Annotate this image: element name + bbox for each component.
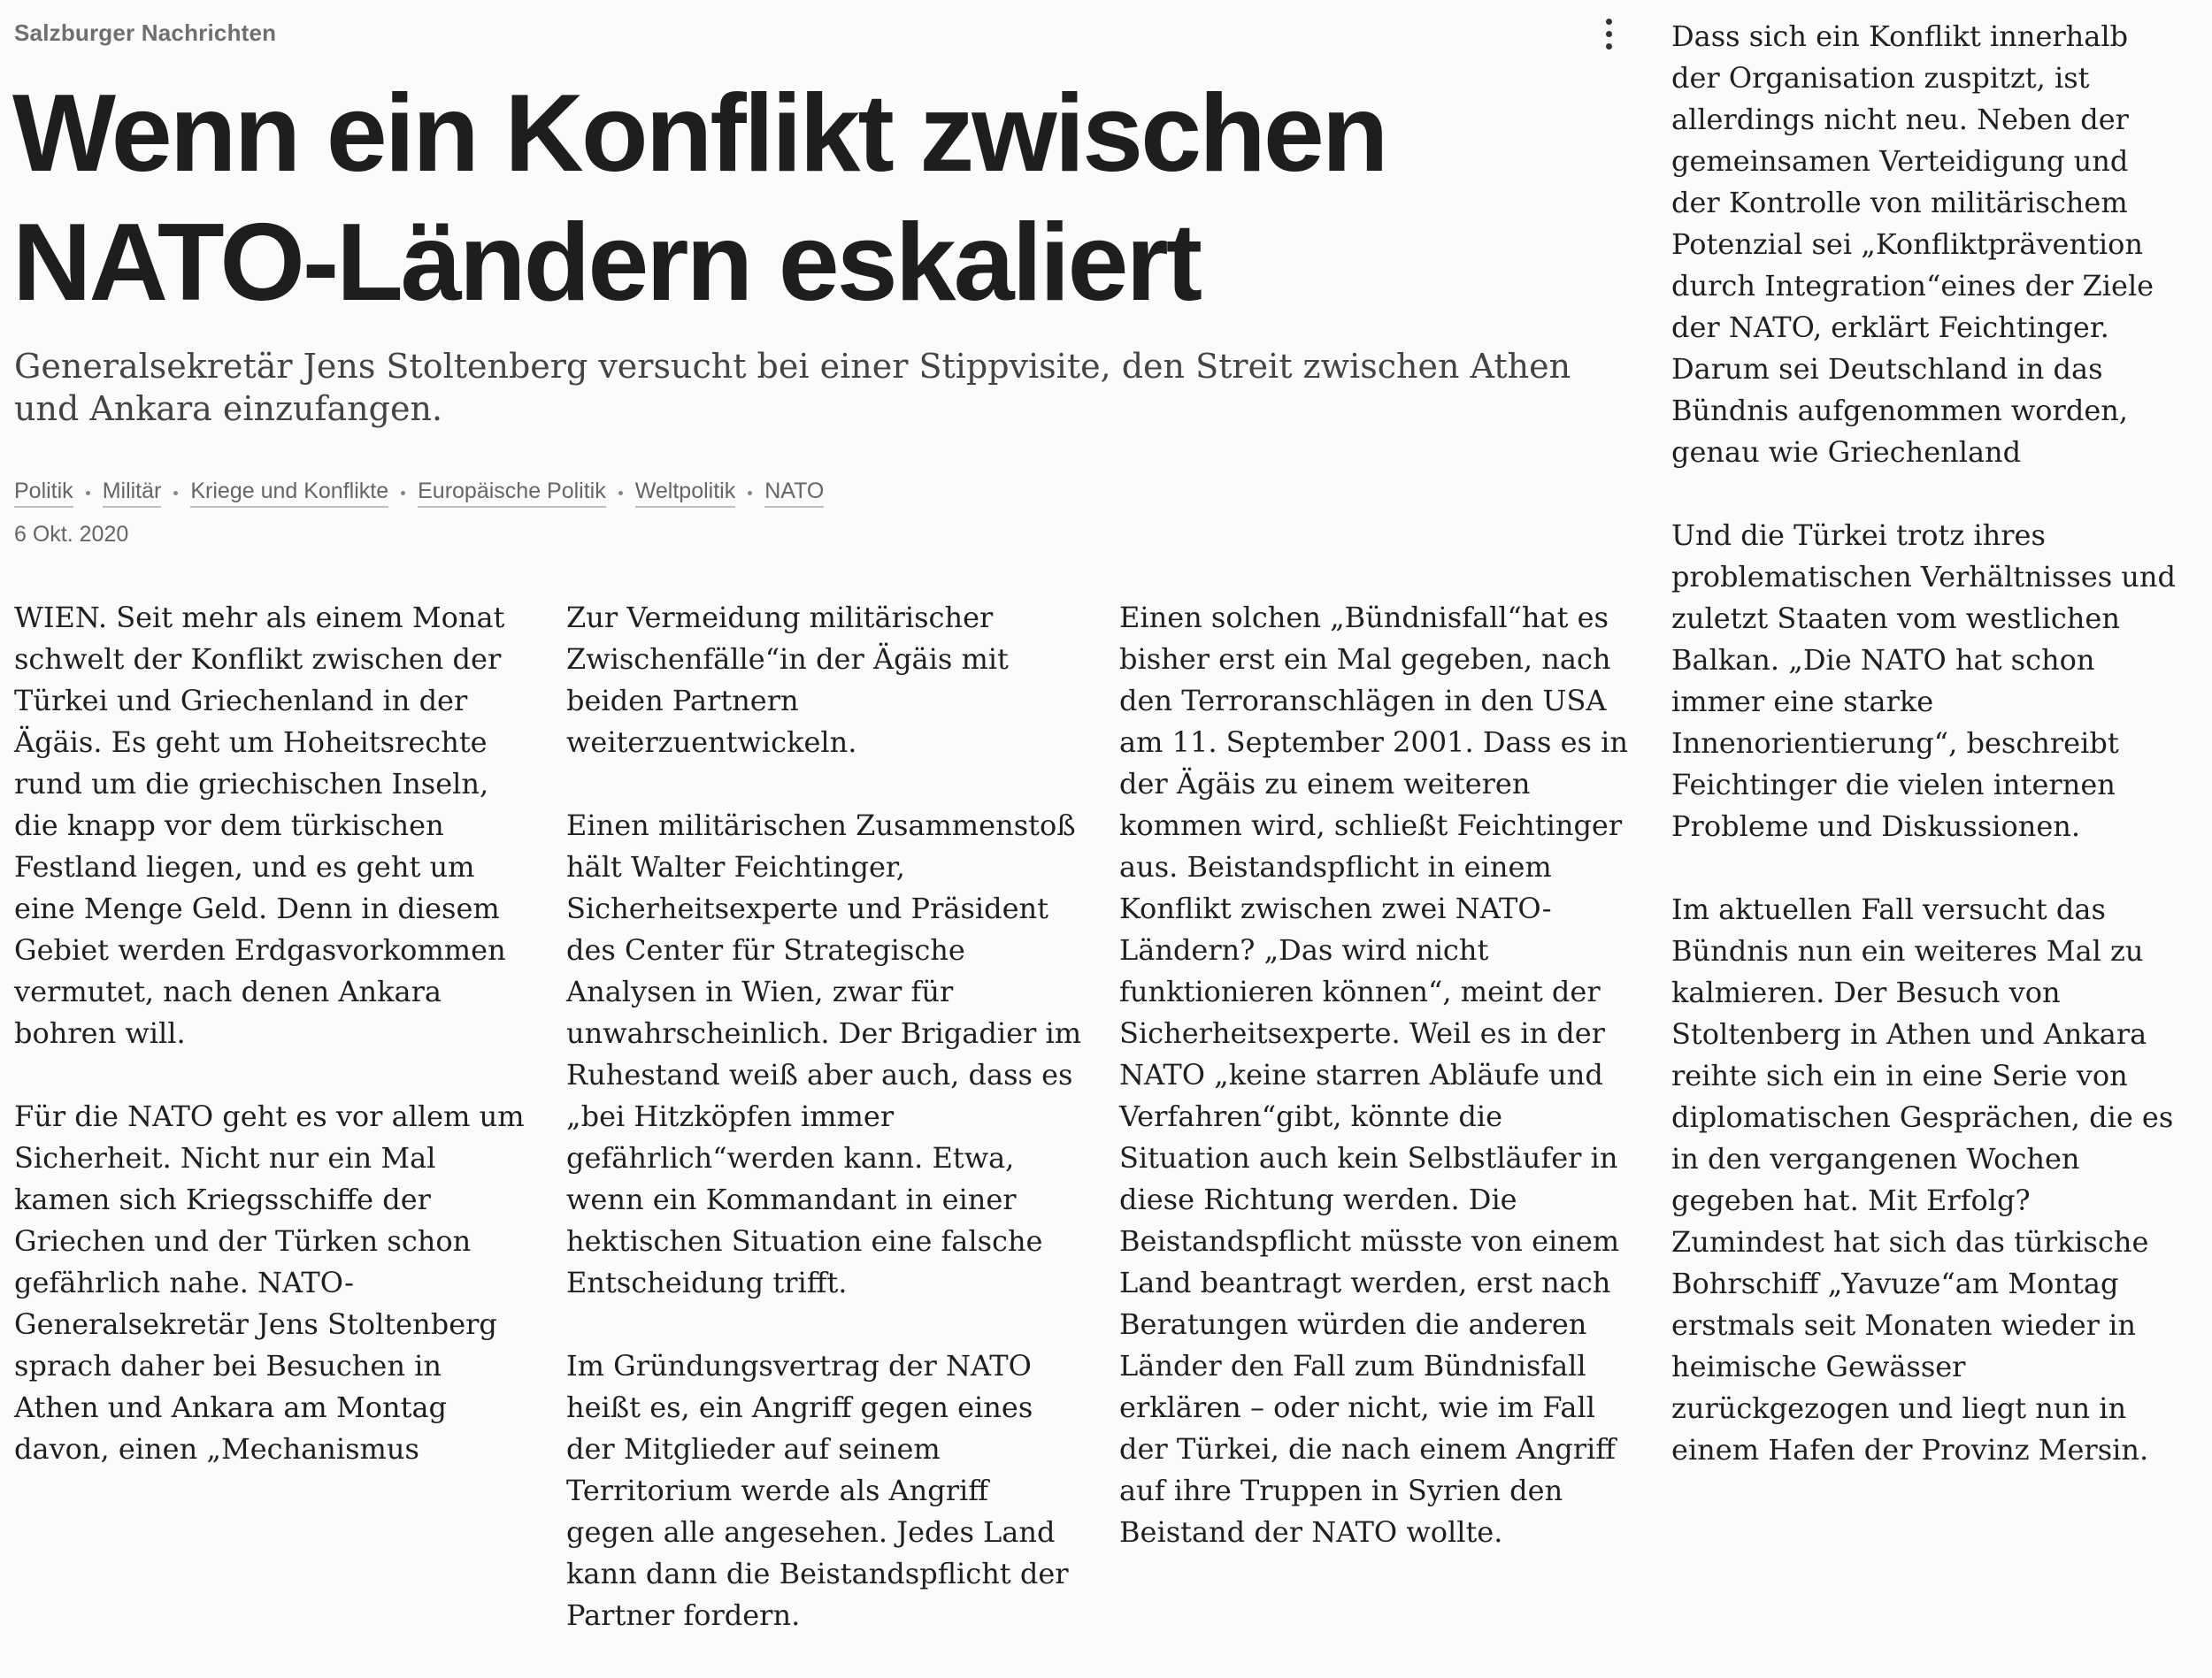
tag-separator <box>618 491 623 495</box>
article-paragraph: Einen militärischen Zusammenstoß hält Walter Feichtinger, Sicherheitsexperte und Präsident des Center für Strategische Analysen in Wien, zwar für unwahrscheinlich. Der Brigadier im Ruhestand weiß aber auch, dass es „bei Hitzköpfen immer gefährlich“werden kann. Etwa, wenn ein Kommandant in einer hektischen Situation eine falsche Entscheidung trifft. <box>566 808 1082 1299</box>
more-vertical-icon-dot <box>1606 43 1612 50</box>
tag-list <box>14 479 824 508</box>
article-paragraph: Für die NATO geht es vor allem um Sicherheit. Nicht nur ein Mal kamen sich Kriegsschiffe der Griechen und der Türken schon gefährlich nahe. NATO-Generalsekretär Jens Stoltenberg sprach daher bei Besuchen in Athen und Ankara am Montag davon, einen „Mechanismus <box>14 1100 525 1466</box>
article-paragraph: Zur Vermeidung militärischer Zwischenfälle“in der Ägäis mit beiden Partnern weiterzuentwickeln. <box>566 601 1009 759</box>
article-paragraph: Im Gründungsvertrag der NATO heißt es, ein Angriff gegen eines der Mitglieder auf seinem Territorium werde als Angriff gegen alle angesehen. Jedes Land kann dann die Beistandspflicht der Partner fordern. <box>566 1349 1069 1632</box>
tag-link[interactable]: NATO <box>764 479 824 508</box>
tag-separator <box>86 491 90 495</box>
more-vertical-icon <box>1606 19 1612 25</box>
tag-separator <box>173 491 178 495</box>
article-column-3 <box>1119 597 1636 1595</box>
tag-link[interactable]: Politik <box>14 479 73 508</box>
tag-link[interactable]: Europäische Politik <box>418 479 606 508</box>
article-column-1 <box>14 597 531 1512</box>
tag-link[interactable]: Weltpolitik <box>635 479 735 508</box>
article-paragraph: Einen solchen „Bündnisfall“hat es bisher erst ein Mal gegeben, nach den Terroranschlägen in den USA am 11. September 2001. Dass es in der Ägäis zu einem weiteren kommen wird, schließt Feichtinger aus. Beistandspflicht in einem Konflikt zwischen zwei NATO-Ländern? „Das wird nicht funktionieren können“, meint der Sicherheitsexperte. Weil es in der NATO „keine starren Abläufe und Verfahren“gibt, könnte die Situation auch kein Selbstläufer in diese Richtung werden. Die Beistandspflicht müsste von einem Land beantragt werden, erst nach Beratungen würden die anderen Länder den Fall zum Bündnisfall erklären – oder nicht, wie im Fall der Türkei, die nach einem Angriff auf ihre Truppen in Syrien den Beistand der NATO wollte. <box>1119 601 1628 1549</box>
tag-link[interactable]: Kriege und Konflikte <box>190 479 388 508</box>
headline: Wenn ein Konflikt zwischen NATO-Ländern eskaliert <box>12 73 1386 324</box>
tag-separator <box>748 491 752 495</box>
article-paragraph: Und die Türkei trotz ihres problematischen Verhältnisses und zuletzt Staaten vom westlichen Balkan. „Die NATO hat schon immer eine starke Innenorientierung“, beschreibt Feichtinger die vielen internen Probleme und Diskussionen. <box>1671 518 2176 843</box>
article-paragraph: Im aktuellen Fall versucht das Bündnis nun ein weiteres Mal zu kalmieren. Der Besuch von Stoltenberg in Athen und Ankara reihte sich ein in eine Serie von diplomatischen Gesprächen, die es in den vergangenen Wochen gegeben hat. Mit Erfolg? Zumindest hat sich das türkische Bohrschiff „Yavuze“am Montag erstmals seit Monaten wieder in heimische Gewässer zurückgezogen und liegt nun in einem Hafen der Provinz Mersin. <box>1671 893 2174 1467</box>
article-paragraph: Dass sich ein Konflikt innerhalb der Organisation zuspitzt, ist allerdings nicht neu. Neben der gemeinsamen Verteidigung und der Kontrolle von militärischem Potenzial sei „Konfliktprävention durch Integration“eines der Ziele der NATO, erklärt Feichtinger. Darum sei Deutschland in das Bündnis aufgenommen worden, genau wie Griechenland <box>1671 19 2154 469</box>
article-column-2 <box>566 597 1083 1678</box>
publish-date: 6 Okt. 2020 <box>14 522 129 547</box>
tag-link[interactable]: Militär <box>103 479 162 508</box>
more-options-button[interactable] <box>1593 14 1624 53</box>
publication-name: Salzburger Nachrichten <box>14 19 277 46</box>
lead-text: Generalsekretär Jens Stoltenberg versucht bei einer Stippvisite, den Streit zwischen Athen und Ankara einzufangen. <box>14 347 1571 428</box>
article-paragraph: WIEN. Seit mehr als einem Monat schwelt der Konflikt zwischen der Türkei und Griechenland in der Ägäis. Es geht um Hoheitsrechte rund um die griechischen Inseln, die knapp vor dem türkischen Festland liegen, und es geht um eine Menge Geld. Denn in diesem Gebiet werden Erdgasvorkommen vermutet, nach denen Ankara bohren will. <box>14 601 506 1050</box>
more-vertical-icon-dot <box>1606 31 1612 37</box>
tag-separator <box>401 491 405 495</box>
article-column-4 <box>1671 16 2185 1513</box>
